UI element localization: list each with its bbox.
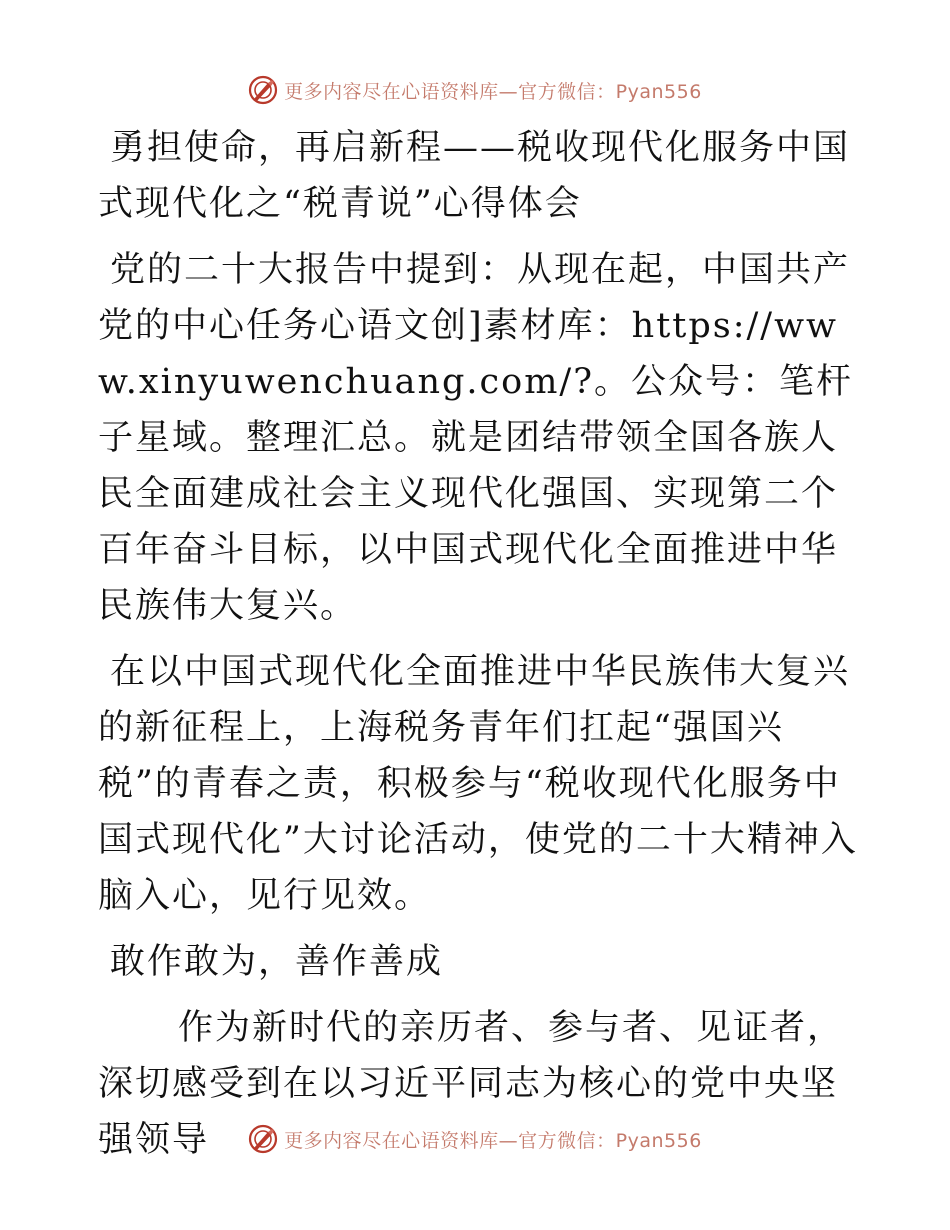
- banner-text: 更多内容尽在心语资料库—官方微信：Pyan556: [284, 80, 702, 103]
- pen-logo-icon: [248, 75, 278, 105]
- paragraph-2: 在以中国式现代化全面推进中华民族伟大复兴的新征程上，上海税务青年们扛起“强国兴税”的青春之责，积极参与“税收现代化服务中国式现代化”大讨论活动，使党的二十大精神入脑入心，见行见效。: [98, 652, 858, 916]
- header-banner: [0, 70, 950, 110]
- pen-logo-icon: [248, 1124, 278, 1154]
- paragraph-1: 党的二十大报告中提到：从现在起，中国共产党的中心任务心语文创]素材库：https://www.xinyuwenchuang.com/?。公众号：笔杆子星域。整理汇总。就是团结带领全国各族人民全面建成社会主义现代化强国、实现第二个百年奋斗目标，以中国式现代化全面推进中华民族伟大复兴。: [98, 250, 853, 626]
- document-body: [98, 120, 858, 1168]
- banner-text: 更多内容尽在心语资料库—官方微信：Pyan556: [284, 1129, 702, 1152]
- footer-banner: [0, 1119, 950, 1159]
- document-title: 勇担使命，再启新程——税收现代化服务中国式现代化之“税青说”心得体会: [98, 128, 851, 224]
- section-paragraph: 作为新时代的亲历者、参与者、见证者，深切感受到在以习近平同志为核心的党中央坚强领导: [98, 1008, 845, 1160]
- section-heading: 敢作敢为，善作善成: [110, 942, 444, 982]
